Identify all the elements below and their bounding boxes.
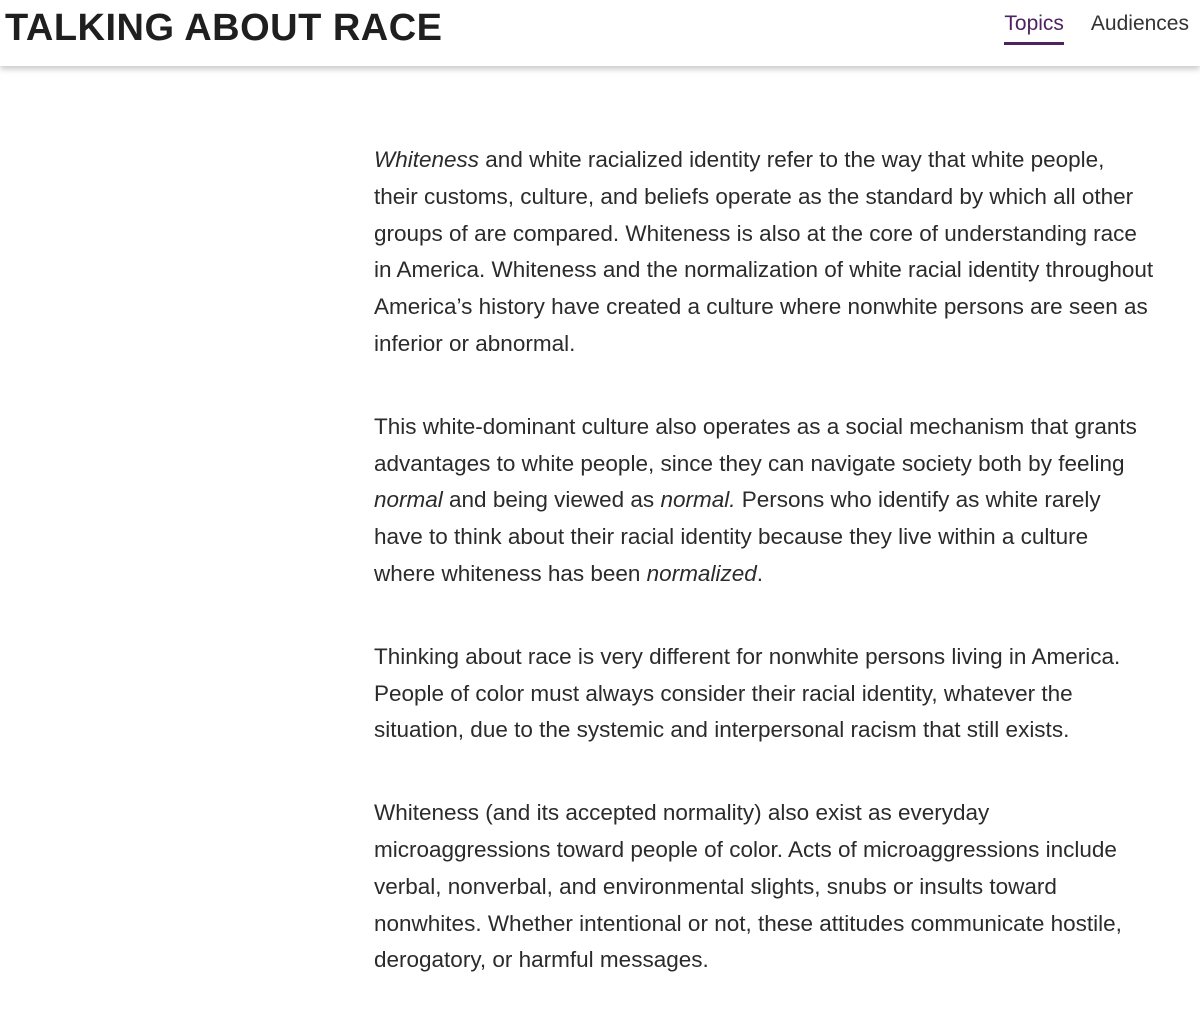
- main-nav: [1004, 10, 1189, 45]
- paragraph-whiteness-definition: [374, 142, 1154, 363]
- paragraph-nonwhite-experience: [374, 639, 1154, 749]
- paragraph-text: This white-dominant culture also operates as a social mechanism that grants advantages to white people, since they can navigate society both by feeling: [374, 413, 1137, 476]
- paragraph-text: Persons who identify as white rarely have to think about their racial identity because they live within a culture where whiteness has been: [374, 487, 1101, 586]
- nav-topics-link[interactable]: Topics: [1004, 10, 1064, 45]
- site-title[interactable]: TALKING ABOUT RACE: [5, 7, 443, 49]
- emphasis-normalized: normalized: [646, 560, 757, 586]
- emphasis-whiteness: Whiteness: [374, 147, 480, 172]
- article-body: [374, 142, 1154, 1025]
- paragraph-text: and white racialized identity refer to the way that white people, their customs, culture, and beliefs operate as the standard by which all other groups of are compared. Whiteness is also at the core of understanding race in America. Whiteness and the normalization of white racial identity throughout America’s history have created a culture where nonwhite persons are seen as inferior or abnormal.: [374, 147, 1154, 356]
- paragraph-text: and being viewed as: [442, 487, 661, 513]
- paragraph-white-dominant-culture: [374, 409, 1154, 593]
- emphasis-normal-2: normal.: [660, 487, 736, 513]
- paragraph-text: Whiteness (and its accepted normality) also exist as everyday microaggressions toward people of color. Acts of microaggressions include verbal, nonverbal, and environmental slights, snubs or insults toward nonwhites. Whether intentional or not, these attitudes communicate hostile, derogatory, or harmful messages.: [374, 800, 1122, 973]
- emphasis-normal: normal: [374, 487, 443, 513]
- paragraph-microaggressions: [374, 795, 1154, 979]
- paragraph-text: .: [756, 560, 763, 586]
- site-header: [0, 0, 1200, 66]
- paragraph-text: Thinking about race is very different for nonwhite persons living in America. People of color must always consider their racial identity, whatever the situation, due to the systemic and interpersonal racism that still exists.: [374, 643, 1121, 743]
- nav-audiences-link[interactable]: Audiences: [1090, 12, 1189, 35]
